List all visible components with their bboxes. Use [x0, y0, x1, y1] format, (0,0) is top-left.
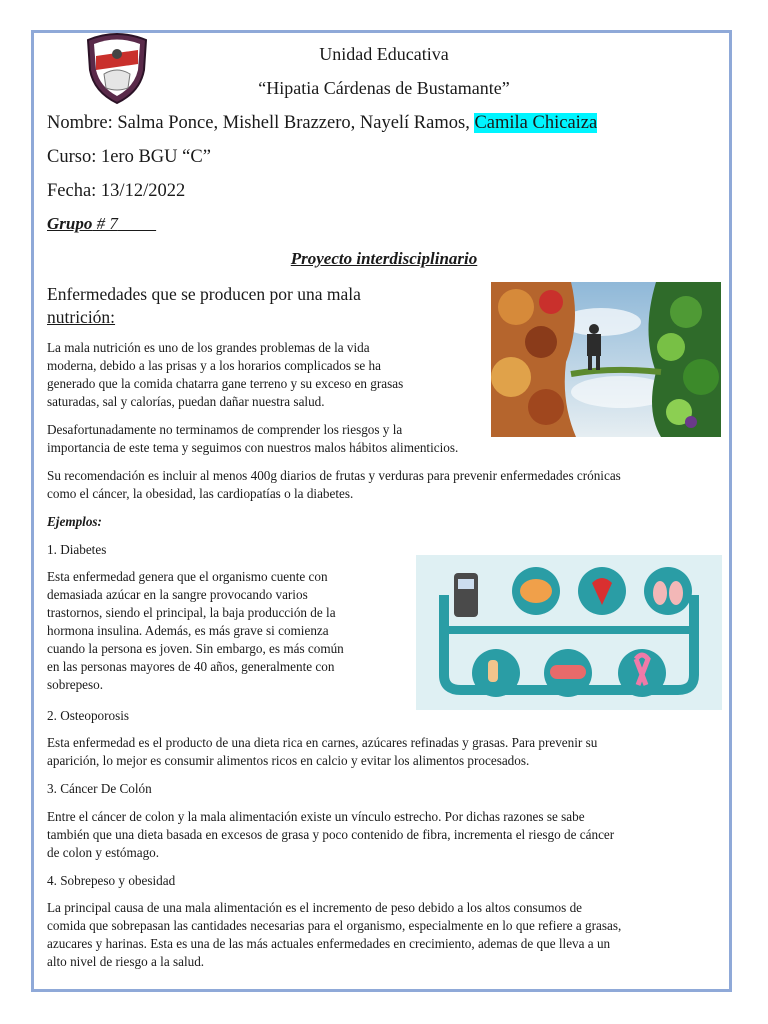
group-line — [47, 214, 156, 234]
example-4-title: 4. Sobrepeso y obesidad — [47, 873, 176, 888]
text-line: en las personas mayores de 40 años, generalmente con — [47, 659, 335, 674]
text-line: moderna, debido a las prisas y a los horarios complicados se ha — [47, 358, 381, 373]
text-line: aparición, lo mejor es consumir alimentos ricos en calcio y evitar los alimentos procesados. — [47, 753, 530, 768]
group-label: Grupo — [47, 214, 93, 233]
text-line: Entre el cáncer de colon y la mala alimentación existe un vínculo estrecho. Por dichas razones se sabe — [47, 809, 585, 824]
example-3-title: 3. Cáncer De Colón — [47, 781, 152, 796]
highlighted-name: Camila Chicaiza — [474, 113, 598, 133]
text-line: alto nivel de riesgo a la salud. — [47, 954, 205, 969]
text-line: generado que la comida chatarra gane terreno y su exceso en grasas — [47, 376, 404, 391]
text-line: también que una dieta basada en excesos de grasa y poco contenido de fibra, incrementa el riesgo de cáncer — [47, 827, 615, 842]
example-2-title: 2. Osteoporosis — [47, 708, 130, 723]
text-line: importancia de este tema y seguimos con nuestros malos hábitos alimenticios. — [47, 440, 459, 455]
names-line — [47, 113, 597, 134]
group-number: # 7 — [92, 214, 118, 233]
text-line: saturadas, sal y calorías, puedan dañar nuestra salud. — [47, 394, 325, 409]
text-line: azucares y harinas. Esta es una de las más actuales enfermedades en crecimiento, ademas de que lleva a un — [47, 936, 611, 951]
example-4-text — [47, 899, 727, 971]
section-heading — [47, 283, 361, 329]
text-line: La mala nutrición es uno de los grandes problemas de la vida — [47, 340, 370, 355]
junk-food-vs-vegetables-image — [491, 282, 721, 437]
section-heading-line2: nutrición: — [47, 307, 116, 327]
examples-label: Ejemplos: — [47, 514, 102, 529]
text-line: Su recomendación es incluir al menos 400g diarios de frutas y verduras para prevenir enfermedades crónicas — [47, 468, 621, 483]
text-line: de colon y estómago. — [47, 845, 160, 860]
text-line: Esta enfermedad genera que el organismo cuente con — [47, 569, 328, 584]
section-heading-line1: Enfermedades que se producen por una mala — [47, 284, 361, 304]
text-line: demasiada azúcar en la sangre provocando varios — [47, 587, 308, 602]
text-line: hormona insulina. Además, es más grave si comienza — [47, 623, 329, 638]
example-2-text — [47, 734, 727, 770]
text-line: como el cáncer, la obesidad, las cardiopatías o la diabetes. — [47, 486, 354, 501]
diabetes-infographic-image — [416, 555, 722, 710]
paragraph-recommendation — [47, 467, 727, 503]
text-line: comida que sobrepasan las cantidades necesarias para el organismo, especialmente en lo que refiere a grasas, — [47, 918, 622, 933]
course-line: Curso: 1ero BGU “C” — [47, 147, 211, 167]
paragraph-risks — [47, 421, 727, 457]
project-title-text: Proyecto interdisciplinario — [290, 249, 478, 268]
example-1-title: 1. Diabetes — [47, 542, 107, 557]
text-line: sobrepeso. — [47, 677, 104, 692]
date-line: Fecha: 13/12/2022 — [47, 181, 186, 201]
text-line: La principal causa de una mala alimentación es el incremento de peso debido a los altos consumos de — [47, 900, 583, 915]
example-3-text — [47, 808, 727, 862]
school-name: “Hipatia Cárdenas de Bustamante” — [258, 78, 510, 98]
text-line: Desafortunadamente no terminamos de comprender los riesgos y la — [47, 422, 403, 437]
school-label: Unidad Educativa — [319, 44, 449, 64]
text-line: cuando la persona es joven. Sin embargo, es más común — [47, 641, 344, 656]
names-text: Nombre: Salma Ponce, Mishell Brazzero, Nayelí Ramos, — [47, 113, 475, 133]
paragraph-intro — [47, 339, 487, 411]
text-line: Esta enfermedad es el producto de una dieta rica en carnes, azúcares refinadas y grasas. Para prevenir su — [47, 735, 598, 750]
project-title — [0, 249, 768, 269]
example-1-text — [47, 568, 412, 694]
text-line: trastornos, siendo el principal, la baja producción de la — [47, 605, 336, 620]
